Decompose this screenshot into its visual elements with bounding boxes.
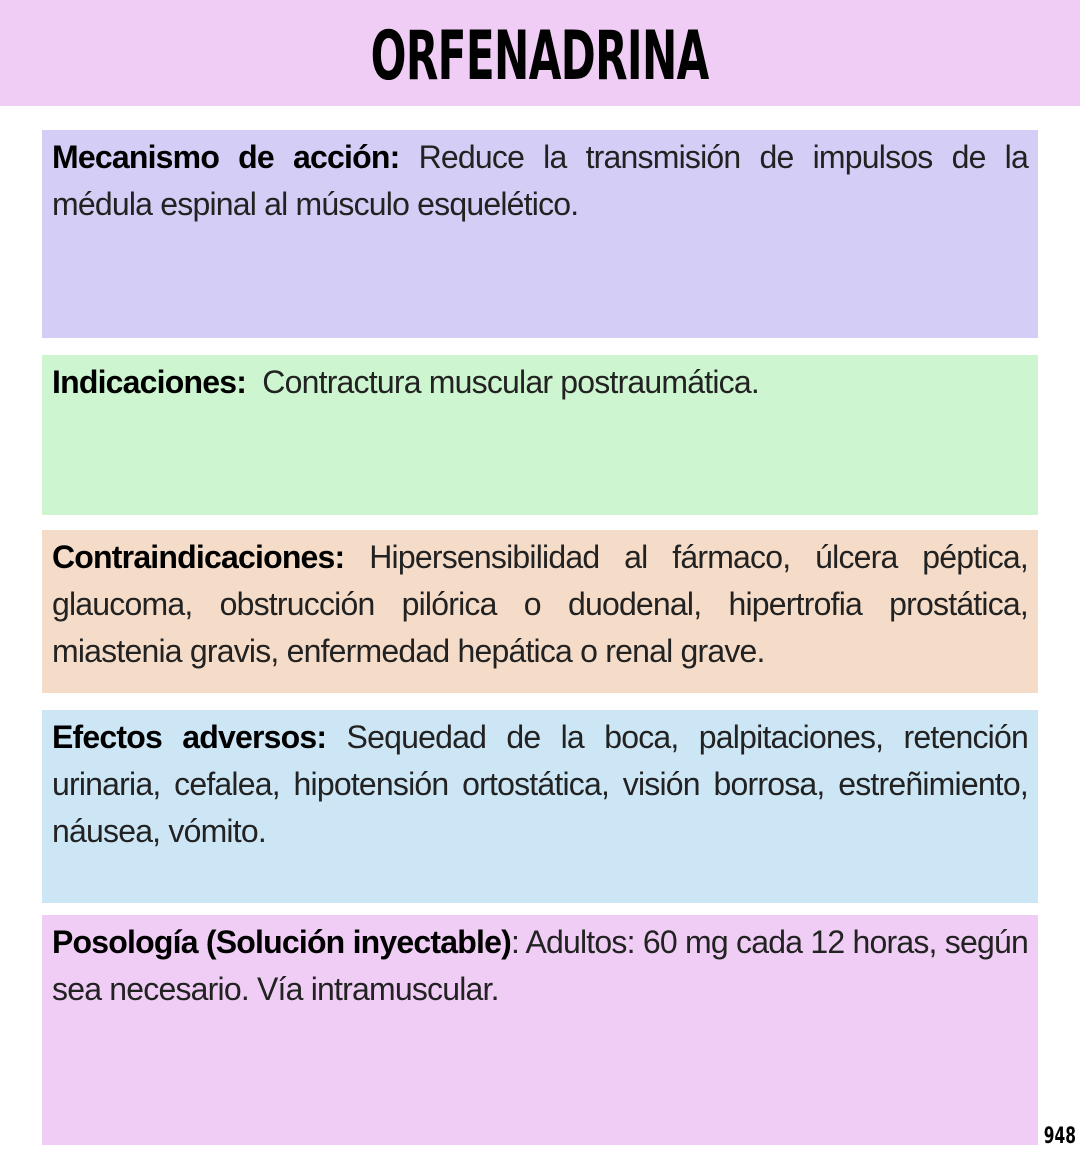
section-text: Hipersensibilidad al fármaco, úlcera péptica, glaucoma, obstrucción pilórica o duodenal, hipertrofia prostática, miastenia gravis, enfermedad hepática o renal grave. (52, 539, 1028, 669)
section-label: Mecanismo de acción: (52, 139, 400, 175)
section-text: Contractura muscular postraumática. (262, 364, 759, 400)
section-contraindications-body (52, 534, 1028, 675)
drug-title: ORFENADRINA (370, 16, 710, 96)
section-dosage-body (52, 919, 1028, 1013)
section-label: Indicaciones: (52, 364, 247, 400)
section-adverse-effects-body (52, 714, 1028, 855)
section-mechanism-body (52, 134, 1028, 228)
section-label: Contraindicaciones: (52, 539, 345, 575)
title-banner (0, 0, 1080, 106)
section-indications (42, 355, 1038, 515)
section-text: Sequedad de la boca, palpitaciones, retención urinaria, cefalea, hipotensión ortostática, visión borrosa, estreñimiento, náusea, vómito. (52, 719, 1028, 849)
page-number: 948 (1043, 1124, 1076, 1149)
section-label: Posología (Solución inyectable) (52, 924, 511, 960)
section-text: Reduce la transmisión de impulsos de la médula espinal al músculo esquelético. (52, 139, 1028, 222)
section-adverse-effects (42, 710, 1038, 903)
section-contraindications (42, 530, 1038, 693)
section-label: Efectos adversos: (52, 719, 327, 755)
section-text: : Adultos: 60 mg cada 12 horas, según sea necesario. Vía intramuscular. (52, 924, 1028, 1007)
section-mechanism (42, 130, 1038, 338)
section-dosage (42, 915, 1038, 1145)
section-indications-body (52, 359, 1028, 406)
